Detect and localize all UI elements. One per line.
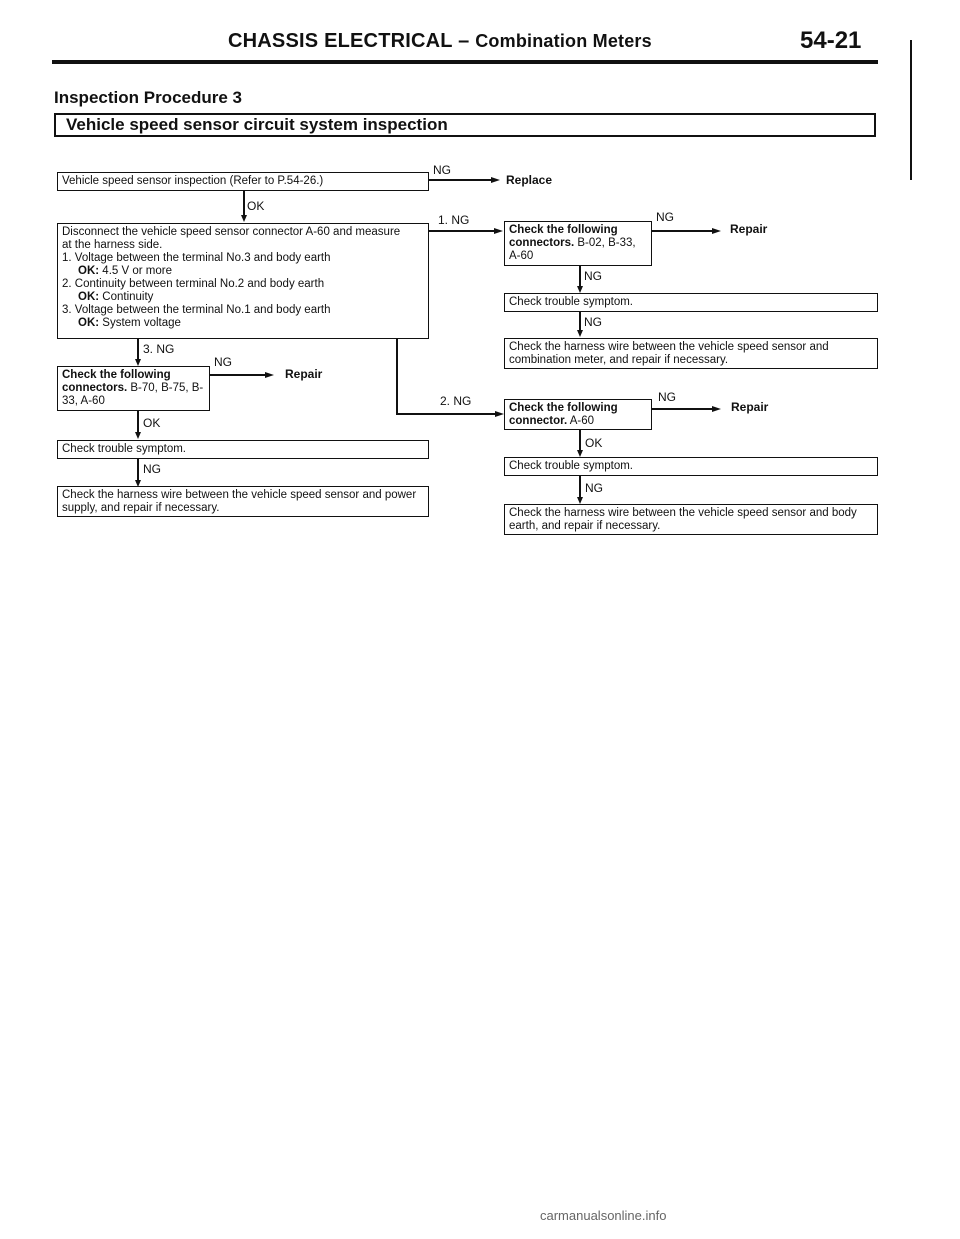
connector-line [429, 179, 491, 181]
connector-line [652, 230, 712, 232]
arrow-down [135, 359, 141, 366]
connector-line [429, 230, 494, 232]
l-check-ng-label: NG [214, 355, 232, 369]
arrow-down [577, 286, 583, 293]
check-trouble-text: Check trouble symptom. [509, 296, 633, 308]
check-trouble-text: Check trouble symptom. [509, 460, 633, 472]
r-check1-down-ng-label: NG [584, 269, 602, 283]
r-check1-repair-label: Repair [730, 222, 768, 236]
arrow-right [495, 411, 504, 417]
check-connectors-list: B-02, B-33, A-60 [509, 237, 636, 262]
step2-line1: Disconnect the vehicle speed sensor connector A-60 and measure [62, 226, 401, 238]
ok-label: OK: [78, 265, 100, 277]
check-trouble-text: Check trouble symptom. [62, 443, 186, 455]
page-number: 54-21 [800, 27, 862, 54]
ok-value: Continuity [102, 291, 154, 303]
harness-text: Check the harness wire between the vehicle speed sensor and combination meter, and repair if necessary. [509, 341, 829, 366]
procedure-title: Inspection Procedure 3 [54, 88, 242, 107]
header-title-main: CHASSIS ELECTRICAL [228, 30, 453, 52]
l-check-repair-label: Repair [285, 367, 323, 381]
watermark-footer: carmanualsonline.info [540, 1208, 667, 1223]
arrow-down [135, 432, 141, 439]
step-check-harness-body-earth [504, 504, 878, 535]
step1-ok-label: OK [247, 199, 265, 213]
step-check-harness-combination-meter [504, 338, 878, 369]
header-rule [52, 60, 878, 64]
arrow-right [494, 228, 503, 234]
step-check-connectors-b02 [504, 221, 652, 266]
step-check-connector-a60 [504, 399, 652, 430]
step2-item2-ok [62, 291, 424, 304]
arrow-right [491, 177, 500, 183]
step1-replace-label: Replace [506, 173, 553, 187]
arrow-down [241, 215, 247, 222]
branch2-ng-label: 2. NG [440, 394, 472, 408]
ok-value: System voltage [102, 317, 181, 329]
ok-label: OK: [78, 291, 100, 303]
harness-text: Check the harness wire between the vehicle speed sensor and power supply, and repair if necessary. [62, 489, 417, 514]
l-trouble-ng-label: NG [143, 462, 161, 476]
arrow-right [265, 372, 274, 378]
step-disconnect-measure [57, 223, 429, 339]
connector-line [579, 476, 581, 497]
step2-item1: 1. Voltage between the terminal No.3 and body earth [62, 252, 331, 264]
connector-line [396, 413, 495, 415]
connector-line [652, 408, 712, 410]
step-sensor-inspection-text: Vehicle speed sensor inspection (Refer to P.54-26.) [62, 175, 324, 187]
arrow-down [577, 450, 583, 457]
step-check-harness-power-supply [57, 486, 429, 517]
step-check-connectors-b70 [57, 366, 210, 411]
step-check-trouble-symptom-2 [504, 457, 878, 476]
branch1-ng-label: 1. NG [438, 213, 470, 227]
step-check-trouble-symptom-left [57, 440, 429, 459]
step-sensor-inspection [57, 172, 429, 191]
step1-ng-label: NG [433, 163, 451, 177]
step2-item3-ok [62, 317, 424, 330]
connector-line [137, 411, 139, 432]
step2-item1-ok [62, 265, 424, 278]
binding-edge-line [910, 40, 912, 180]
connector-line [396, 339, 398, 413]
step2-line2: at the harness side. [62, 239, 163, 251]
step-check-trouble-symptom-1 [504, 293, 878, 312]
arrow-down [577, 497, 583, 504]
step2-item2: 2. Continuity between terminal No.2 and body earth [62, 278, 325, 290]
arrow-right [712, 228, 721, 234]
harness-text: Check the harness wire between the vehicle speed sensor and body earth, and repair if necessary. [509, 507, 857, 532]
r-check2-ng-label: NG [658, 390, 676, 404]
connector-line [579, 266, 581, 286]
l-check-ok-label: OK [143, 416, 161, 430]
branch3-ng-label: 3. NG [143, 342, 175, 356]
r-trouble2-ng-label: NG [585, 481, 603, 495]
check-connectors-bold: Check the following connectors. [509, 224, 618, 249]
check-connector-bold: Check the following connector. [509, 402, 618, 427]
connector-line [579, 430, 581, 450]
arrow-down [577, 330, 583, 337]
check-connector-list: A-60 [569, 415, 595, 427]
r-check2-ok-label: OK [585, 436, 603, 450]
ok-label: OK: [78, 317, 100, 329]
r-check2-repair-label: Repair [731, 400, 769, 414]
connector-line [243, 191, 245, 215]
header-title-dash: – [458, 30, 470, 52]
step2-item3: 3. Voltage between the terminal No.1 and body earth [62, 304, 331, 316]
page-header-title [228, 30, 652, 53]
check-connectors-bold: Check the following connectors. [62, 369, 171, 394]
ok-value: 4.5 V or more [102, 265, 172, 277]
r-check1-ng-label: NG [656, 210, 674, 224]
section-title: Vehicle speed sensor circuit system inspection [54, 113, 876, 137]
header-title-sub: Combination Meters [475, 31, 652, 51]
connector-line [137, 459, 139, 480]
check-connectors-list: B-70, B-75, B-33, A-60 [62, 382, 204, 407]
connector-line [210, 374, 265, 376]
r-trouble1-ng-label: NG [584, 315, 602, 329]
connector-line [137, 339, 139, 359]
arrow-right [712, 406, 721, 412]
connector-line [579, 312, 581, 330]
